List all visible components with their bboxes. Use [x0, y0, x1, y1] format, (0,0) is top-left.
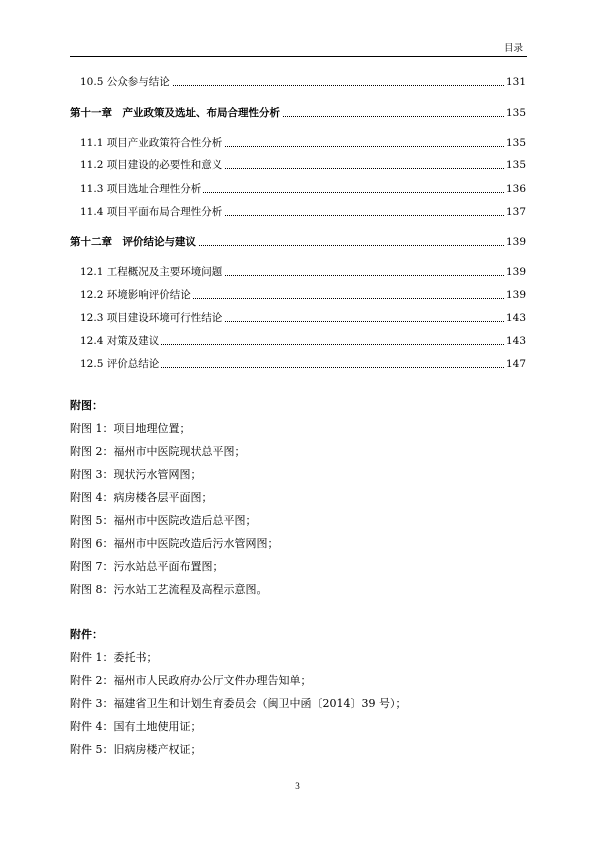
figure-item: 附图 6：福州市中医院改造后污水管网图； [70, 537, 279, 550]
attachment-item: 附件 1：委托书； [70, 651, 158, 664]
attachment-item: 附件 3：福建省卫生和计划生育委员会（闽卫中函〔2014〕39 号）； [70, 697, 407, 710]
toc-entry[interactable] [0, 286, 595, 304]
toc-entry[interactable] [0, 134, 595, 152]
toc-chapter-label: 第十一章 产业政策及选址、布局合理性分析 [70, 104, 282, 122]
toc-entry[interactable] [0, 203, 595, 221]
figure-item: 附图 8：污水站工艺流程及高程示意图。 [70, 583, 268, 596]
toc-entry-page: 135 [504, 134, 526, 152]
toc-entry-page: 137 [504, 203, 526, 221]
toc-chapter-page: 135 [504, 104, 526, 122]
header-title: 目录 [503, 43, 523, 54]
toc-entry-label: 11.1 项目产业政策符合性分析 [80, 134, 224, 152]
toc-entry-page: 143 [504, 332, 526, 350]
toc-entry-page: 135 [504, 156, 526, 174]
toc-entry[interactable] [0, 332, 595, 350]
attachment-item: 附件 2：福州市人民政府办公厅文件办理告知单； [70, 674, 312, 687]
attachments-title: 附件： [70, 628, 103, 641]
figure-item: 附图 1：项目地理位置； [70, 422, 191, 435]
toc-chapter-label: 第十二章 评价结论与建议 [70, 233, 198, 251]
toc-entry-page: 139 [504, 286, 526, 304]
toc-entry-label: 11.3 项目选址合理性分析 [80, 180, 203, 198]
toc-entry-label: 12.4 对策及建议 [80, 332, 161, 350]
figure-item: 附图 4：病房楼各层平面图； [70, 491, 213, 504]
attachment-item: 附件 4：国有土地使用证； [70, 720, 202, 733]
toc-entry[interactable] [0, 309, 595, 327]
figures-title: 附图： [70, 399, 103, 412]
toc-entry-label: 12.1 工程概况及主要环境问题 [80, 263, 224, 281]
toc-entry-page: 131 [504, 73, 526, 91]
page-number: 3 [295, 781, 300, 791]
toc-entry-page: 136 [504, 180, 526, 198]
toc-entry-label: 12.3 项目建设环境可行性结论 [80, 309, 224, 327]
toc-entry[interactable] [0, 180, 595, 198]
toc-chapter[interactable] [0, 233, 595, 251]
figure-item: 附图 7：污水站总平面布置图； [70, 560, 224, 573]
attachment-item: 附件 5：旧病房楼产权证； [70, 743, 202, 756]
figure-item: 附图 3：现状污水管网图； [70, 468, 202, 481]
toc-entry-label: 10.5 公众参与结论 [80, 73, 172, 91]
figure-item: 附图 2：福州市中医院现状总平图； [70, 445, 246, 458]
toc-chapter[interactable] [0, 104, 595, 122]
toc-entry-page: 147 [504, 355, 526, 373]
toc-entry-page: 139 [504, 263, 526, 281]
toc-entry-label: 12.5 评价总结论 [80, 355, 161, 373]
toc-entry[interactable] [0, 263, 595, 281]
toc-chapter-page: 139 [504, 233, 526, 251]
toc-entry[interactable] [0, 355, 595, 373]
figure-item: 附图 5：福州市中医院改造后总平图； [70, 514, 257, 527]
toc-entry[interactable] [0, 156, 595, 174]
toc-entry-label: 11.2 项目建设的必要性和意义 [80, 156, 224, 174]
toc-entry-label: 12.2 环境影响评价结论 [80, 286, 193, 304]
header-rule [70, 56, 527, 57]
toc-entry-label: 11.4 项目平面布局合理性分析 [80, 203, 224, 221]
toc-entry-page: 143 [504, 309, 526, 327]
toc-entry[interactable] [0, 73, 595, 91]
